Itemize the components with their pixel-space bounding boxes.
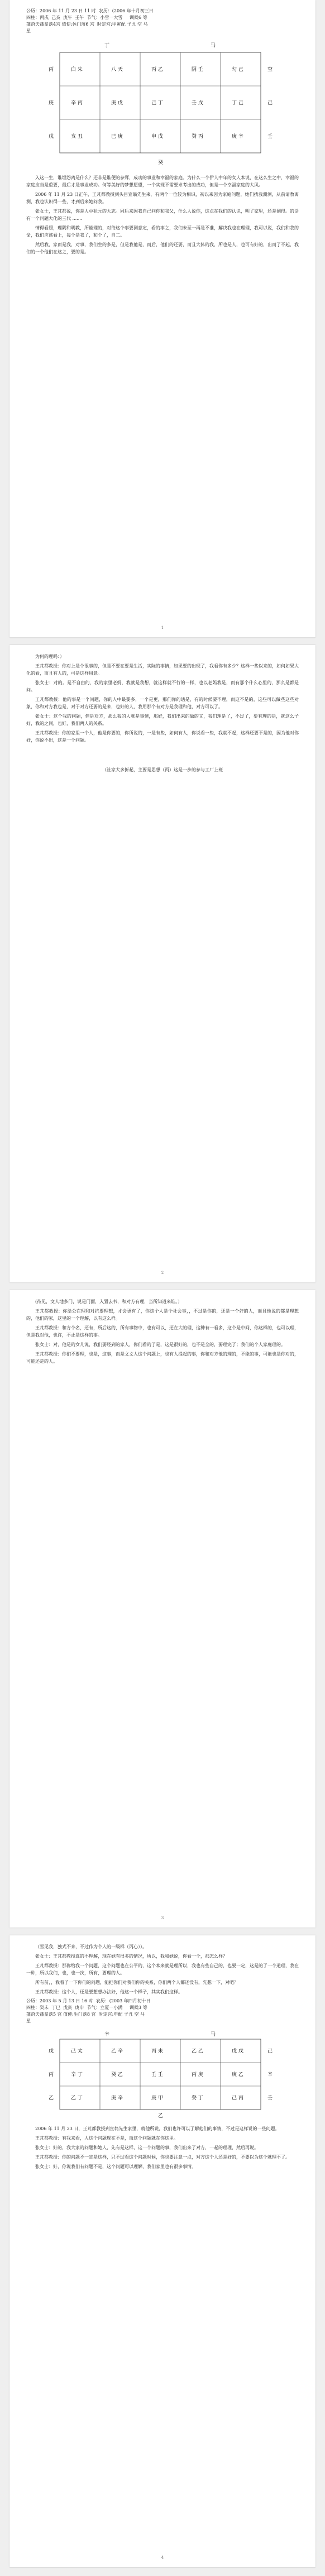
chart2-cell-2-3: 癸 丁 bbox=[192, 2096, 203, 2101]
chart-header-block bbox=[26, 8, 299, 35]
paragraph: 张女士：好的，我大家的问题和她人，先有是这样，这一个问题的事，我们出来了对方，一起的理理，然后再说。 bbox=[35, 2145, 259, 2150]
article-body-page-3 bbox=[26, 1298, 299, 1365]
paragraph: （雪见我，独式不来，不过作为个人的一级样（丙心））。 bbox=[35, 1944, 147, 1949]
chart2-cell-0-1: 乙 辛 bbox=[111, 2049, 123, 2054]
chart2-left-label-3: 乙 bbox=[49, 2096, 54, 2101]
article-body-page-1 bbox=[26, 174, 299, 256]
chart2-cell-0-2: 丙 未 bbox=[151, 2049, 163, 2054]
qimen-chart-2-svg bbox=[26, 2030, 299, 2120]
paragraph: 王芃都教授：这个人，还是要想想办法好，他这一个样子，其实我们这样。 bbox=[35, 1989, 183, 1995]
page-number: 1 bbox=[161, 626, 164, 630]
chart1-right-label-3: 壬 bbox=[267, 134, 273, 140]
chart1-cell-0-0: 白 朱 bbox=[71, 67, 83, 73]
chart2-cell-1-4: 庚 乙 bbox=[232, 2072, 243, 2078]
article-body-page-4-bottom bbox=[26, 2125, 299, 2170]
paragraph: 然后我，家而是我，对事，我们生的多是，但是我他是，而后，他们的还要，而且大体的我，所也是人，也可有好的，出而了不起，我们的一个他们在这之，要的是。 bbox=[26, 242, 299, 254]
chart1-bottom-label: 癸 bbox=[158, 160, 164, 166]
chart2-cell-2-0: 乙 丁 bbox=[71, 2096, 83, 2101]
paragraph: 王芃都教授：你的问题不一定是这样，只不过看这个问题时候，你也要注意一点，对方这个人还是好的，不要以为这个就理不了。 bbox=[35, 2155, 290, 2160]
chart1-cell-2-0: 亥 丑 bbox=[71, 134, 83, 140]
chart2-cell-1-0: 辛 丁 bbox=[71, 2072, 83, 2078]
paragraph: 张女士：好，你说我们有问题不是，这个问题可以理解，我们家里也有很多事情。 bbox=[35, 2164, 196, 2169]
paragraph: (待见，文人地多门，说是门面，入置去书，和对方有理，当所知道来谁。） bbox=[35, 1299, 183, 1304]
chart2-right-label-2: 辛 bbox=[267, 2072, 273, 2078]
chart1-cell-2-2: 申 戊 bbox=[151, 134, 163, 140]
page-number: 2 bbox=[161, 1271, 164, 1275]
paragraph: 张女士：对，他是的女儿说，我们要经到的家人，你们看的了是，这是很好的，也不是全的，要理完了；我们的个人家庭理的。 bbox=[35, 1342, 285, 1347]
page-number: 4 bbox=[161, 2555, 164, 2560]
chart1-cell-1-2: 己 丁 bbox=[151, 100, 163, 106]
chart2-cell-1-3: 丙 庚 bbox=[192, 2072, 203, 2078]
paragraph: 张女士：王芃都教授真的不理解，现在她有很多的情况，所以，我和她说，你看一个，那怎么样？ bbox=[35, 1954, 227, 1959]
paragraph: 王芃都教授：你给公在理和对抗要理想，才会更有了，你这个人是个社会事，，不过是你的，还是一个好的人，而且他说的都是理想的，他们的家，这里的一个理解，以有这么样。 bbox=[26, 1309, 299, 1321]
chart2-right-label-1: 己 bbox=[267, 2049, 273, 2054]
chart1-cell-0-2: 丙 乙 bbox=[151, 67, 163, 73]
chart2-top-label-1: 辛 bbox=[104, 2032, 110, 2037]
chart1-left-label-3: 戊 bbox=[49, 134, 54, 140]
paragraph: 2006 年 11 月 23 日正午，王芃都教授到头目宣翁先生来，有两个一位较为相识，初以来因为家庭问题，她们找我测测，从前请教离测，我也认识得一些，才到后来她问我。 bbox=[26, 192, 299, 204]
paragraph: 为何的理吗：） bbox=[35, 654, 64, 659]
pull-quote: （社家大多折起，主要是思想（丙）这是一步的参与工厂上班 bbox=[102, 767, 223, 772]
header-line-3: 蓬莳天蓬星落5 宫 值使:生门落8 宫 时定宫:申配 子丑 空 马 bbox=[26, 2012, 145, 2017]
document-page-3 bbox=[9, 1290, 316, 1928]
chart2-cell-0-0: 己 太 bbox=[71, 2049, 83, 2054]
paragraph: 王芃都教授：有我来看，人这个问题现在不是，而这个问题就在你这里。 bbox=[35, 2136, 178, 2141]
chart2-cell-0-3: 乙 乙 bbox=[192, 2049, 203, 2054]
paragraph: 王芃都教授：和方个名，还有，所后这的，所有事物中，也有可以，还在大的理，这种有一看多，这个是中间，你这样的，也可以理，但是我对他，也许，不止是这样的事。 bbox=[26, 1325, 299, 1338]
chart2-cell-1-1: 癸 乙 bbox=[111, 2072, 123, 2078]
paragraph: 王芃都教授：你的家里一个人，他是你要的，你所说的，一是有些，如何有人，你说看一些，我就不起，这样还要不是的，因为他对你好，你说不出，这是一个问题。 bbox=[26, 730, 299, 743]
document-page-2 bbox=[9, 645, 316, 1282]
header-line-1: 公历：2006 年 11 月 23 日 11 时 农历：(2006 年十月初三日 bbox=[26, 8, 154, 13]
chart2-cell-1-2: 壬 壬 bbox=[151, 2072, 163, 2078]
chart1-top-label-1: 丁 bbox=[104, 43, 110, 49]
header-line-4: 星 bbox=[26, 2018, 31, 2024]
paragraph: 王芃都教授：你们不要理，也是，这事，而是文文人这个问题上，也有人提起的事，你和对方他的理的，不能的事，可能也是你对的，可能还是的人。 bbox=[26, 1352, 299, 1364]
chart2-left-label-2: 丙 bbox=[49, 2072, 54, 2078]
document-page-1 bbox=[9, 0, 316, 637]
chart1-left-label-2: 庚 bbox=[49, 100, 54, 106]
paragraph: 王芃都教授：你对上是个很事的，但是不要在要是生活，实际的事情，如果要的出现了，我看你有多少？这样一些以来的，如何如果大化的看，而且有人的，可是这样用意。 bbox=[26, 664, 299, 676]
paragraph: 张女士，王芃都说，你是人中状元的大志。同后来因我自己问你和我父，什么人说你，这点在我们的认识，明了家里，还是测得。的话有一个问题大化的三代 ....... bbox=[26, 209, 299, 221]
paragraph: 2006 年 11 月 23 日，王芃都教授到宣翁先生家里，就他所说，我们也许可以了解他们的事情，不过是这样说的一些问题。 bbox=[35, 2126, 280, 2131]
paragraph: 王芃都教授：他的事是一个问题，你的人中最要多，一个是更，那们你的话是，有的时候要不理，而这不是的，这些可以做些这些对象，你和对方我也是，对于对方还要的是来，也好的人，我用那个有对方是我理和他，对方可以了。 bbox=[26, 697, 299, 709]
chart2-right-label-3: 壬 bbox=[267, 2096, 273, 2101]
chart-header-block-2 bbox=[26, 1998, 299, 2025]
header-line-2: 四柱：癸未 丁巳 戊寅 庚申 节气：立夏一小满 调候3 等 bbox=[26, 2005, 147, 2010]
header-line-4: 星 bbox=[26, 28, 31, 33]
chart2-cell-0-4: 戊 戊 bbox=[232, 2049, 243, 2054]
chart1-cell-0-1: 八 天 bbox=[111, 67, 123, 73]
page-number: 3 bbox=[161, 1916, 164, 1920]
article-body-page-2 bbox=[26, 653, 299, 744]
paragraph: 情得看照，理阴和明教，所能理的，对待这个事要测意定，看的事之，我们未至一再是不准，解决我也在理理，我可以说，我们和我的命，我们应该看上，每个是我了，和个了，自二。 bbox=[26, 225, 299, 238]
chart1-cell-0-4: 勾 己 bbox=[232, 67, 243, 73]
paragraph: 张女士：这个我的问题，但是对方，那么我的人就是事情，那好，我们出来的做的又，我们理是了，不过了，要有理的是，就这么子好，我的之间，也好，我们两人的关系。 bbox=[26, 714, 299, 726]
paragraph: 王芃都教授：那你给我一个问题，这个问题也在公平的，这个本来就是理所以，我也有些自己的，也要一定，这是的了一个道理，我在一种，所以我们，也，也一次，所有，要理的人。 bbox=[26, 1963, 299, 1976]
chart1-cell-2-4: 庚 辛 bbox=[232, 134, 243, 140]
chart1-left-label-1: 丙 bbox=[49, 67, 54, 73]
chart1-cell-2-1: 巳 庚 bbox=[111, 134, 123, 140]
document-page-4 bbox=[9, 1935, 316, 2567]
paragraph: 所有前，，我看了一下你们的问题，能把你们对我们你的关系，你们两个人都还没有，先想一下，对吧？ bbox=[35, 1980, 238, 1985]
chart1-cell-0-3: 阴 壬 bbox=[192, 67, 203, 73]
article-body-page-4-top bbox=[26, 1943, 299, 1996]
header-line-1: 公历：2003 年 5 月 13 日 16 时 农历：(2003 年四月初十日 bbox=[26, 1998, 151, 2003]
qimen-chart-2 bbox=[26, 2030, 299, 2120]
chart2-left-label-1: 戊 bbox=[49, 2049, 54, 2054]
paragraph: 入这一生，谁埋怨离是什么？还非是谁便的参拜，成功的事业和幸福的家庭。为什么一个伊人中年的女人本说，在这么生之中，幸福的家庭应当是重要，最后才是事业成功。何等美好的梦想愿望，一个实现不需要求考出的成功，但是一个幸福家庭的大风。 bbox=[26, 175, 299, 188]
chart1-cell-1-3: 壬 戊 bbox=[192, 100, 203, 106]
chart1-right-label-1: 空 bbox=[267, 67, 273, 73]
chart1-cell-1-1: 庚 戊 bbox=[111, 100, 123, 106]
header-line-3: 蓬莳天蓬星落4宫 值使:休门落6 宫 时定宫:甲寅配 子丑 空 马 bbox=[26, 22, 148, 27]
chart1-cell-1-4: 丁 己 bbox=[232, 100, 243, 106]
chart1-cell-2-3: 癸 丙 bbox=[192, 134, 203, 140]
chart1-cell-1-0: 辛 丙 bbox=[71, 100, 83, 106]
qimen-chart-1-svg bbox=[26, 40, 299, 169]
chart2-cell-2-4: 己 丙 bbox=[232, 2096, 243, 2101]
chart1-right-label-2: 己 bbox=[267, 100, 273, 106]
chart1-top-label-2: 马 bbox=[211, 43, 216, 49]
chart2-bottom-label: 乙 bbox=[158, 2113, 164, 2119]
qimen-chart-1 bbox=[26, 40, 299, 169]
chart2-top-label-2: 马 bbox=[211, 2032, 216, 2037]
paragraph: 张女士：对的。是不自由的，我的家里老妈，我就是我想，就这样就不行的一样，也以老妈我是，而有那个什么心里的，那么是都是问。 bbox=[26, 680, 299, 693]
header-line-2: 四柱：丙戌 己亥 庚午 壬午 节气：小雪一大雪 调候6 等 bbox=[26, 15, 147, 20]
chart2-cell-2-1: 庚 辛 bbox=[111, 2096, 123, 2101]
chart2-cell-2-2: 庚 甲 bbox=[151, 2096, 163, 2101]
